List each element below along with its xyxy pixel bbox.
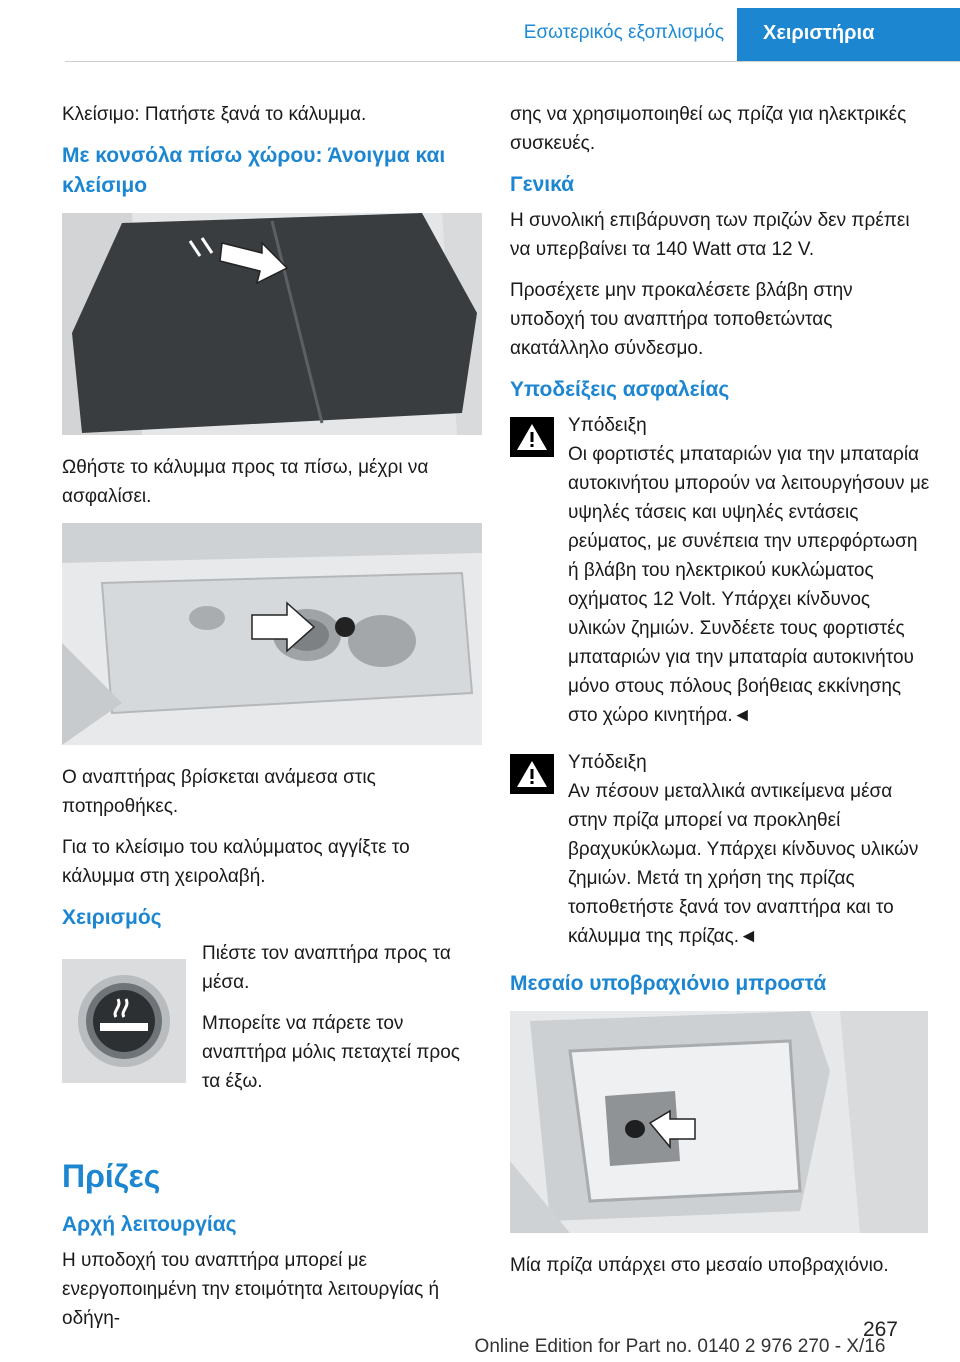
paragraph-general-1: Η συνολική επιβάρυνση των πριζών δεν πρέπει να υπερβαίνει τα 140 Watt στα 12 V. <box>510 210 910 260</box>
paragraph-principle-continued: σης να χρησιμοποιηθεί ως πρίζα για ηλεκτρικές συσκευές. <box>510 104 907 154</box>
photo-rear-console-cover <box>62 213 482 435</box>
heading-principle: Αρχή λειτουργίας <box>62 1213 237 1236</box>
page-header <box>0 0 960 62</box>
warning-2-title: Υπόδειξη <box>568 752 647 773</box>
cigarette-lighter-icon <box>62 959 186 1083</box>
paragraph-general-2: Προσέχετε μην προκαλέσετε βλάβη στην υποδοχή του αναπτήρα τοποθετώντας ακατάλληλο σύνδεσμο. <box>510 280 853 359</box>
warning-block-2 <box>510 748 930 951</box>
warning-block-1 <box>510 411 930 730</box>
paragraph-close-handle: Για το κλείσιμο του καλύμματος αγγίξτε το κάλυμμα στη χειρολαβή. <box>62 837 410 887</box>
warning-triangle-icon <box>510 754 554 794</box>
header-divider <box>65 61 960 62</box>
heading-operation: Χειρισμός <box>62 906 162 929</box>
photo-lighter-between-cupholders <box>62 523 482 745</box>
left-column <box>62 100 482 1345</box>
warning-1-text: Οι φορτιστές μπαταριών για την μπαταρία αυτοκινήτου μπορούν να λειτουργήσουν με υψηλές τάσεις και υψηλές εντάσεις ρεύματος, με συνέπεια την υπερφόρτωση ή βλάβη του ηλεκτρικού κυκλώματος οχήματος 12 Volt. Υπάρχει κίνδυνος υλικών ζημιών. Συνδέετε τους φορτιστές μπαταριών για την μπαταρία αυτοκινήτου μόνο στους πόλους βοήθειας εκκίνησης στο χώρο κινητήρα.◄ <box>568 444 930 726</box>
heading-sockets: Πρίζες <box>62 1158 161 1194</box>
heading-center-armrest: Μεσαίο υποβραχιόνιο μπροστά <box>510 972 827 995</box>
paragraph-push-back: Ωθήστε το κάλυμμα προς τα πίσω, μέχρι να ασφαλίσει. <box>62 457 429 507</box>
paragraph-close: Κλείσιμο: Πατήστε ξανά το κάλυμμα. <box>62 104 367 125</box>
paragraph-center-armrest: Μία πρίζα υπάρχει στο μεσαίο υποβραχιόνιο. <box>510 1255 889 1276</box>
heading-safety: Υποδείξεις ασφαλείας <box>510 378 730 401</box>
page-footer <box>0 1318 960 1362</box>
right-column <box>510 100 930 1292</box>
paragraph-lighter-location: Ο αναπτήρας βρίσκεται ανάμεσα στις ποτηροθήκες. <box>62 767 376 817</box>
warning-2-text: Αν πέσουν μεταλλικά αντικείμενα μέσα στην πρίζα μπορεί να προκληθεί βραχυκύκλωμα. Υπάρχει κίνδυνος υλικών ζημιών. Μετά τη χρήση της πρίζας τοποθετήστε ξανά τον αναπτήρα και το κάλυμμα της πρίζας.◄ <box>568 781 919 947</box>
warning-1-title: Υπόδειξη <box>568 415 647 436</box>
paragraph-press-in: Πιέστε τον αναπτήρα προς τα μέσα. <box>202 943 451 993</box>
operation-block <box>62 939 482 1108</box>
photo-center-armrest-socket <box>510 1011 928 1233</box>
paragraph-remove: Μπορείτε να πάρετε τον αναπτήρα μόλις πεταχτεί προς τα έξω. <box>202 1013 460 1092</box>
header-chapter-tab: Χειριστήρια <box>737 8 960 62</box>
edition-note: Online Edition for Part no. 0140 2 976 270 - X/16 <box>474 1336 886 1357</box>
header-section-title: Εσωτερικός εξοπλισμός <box>523 22 724 43</box>
paragraph-principle: Η υποδοχή του αναπτήρα μπορεί με ενεργοποιημένη την ετοιμότητα λειτουργίας ή οδήγη- <box>62 1250 440 1329</box>
page-number: 267 <box>862 1318 898 1341</box>
warning-triangle-icon <box>510 417 554 457</box>
heading-general: Γενικά <box>510 173 575 196</box>
heading-rear-console: Με κονσόλα πίσω χώρου: Άνοιγμα και κλείσιμο <box>62 144 446 197</box>
